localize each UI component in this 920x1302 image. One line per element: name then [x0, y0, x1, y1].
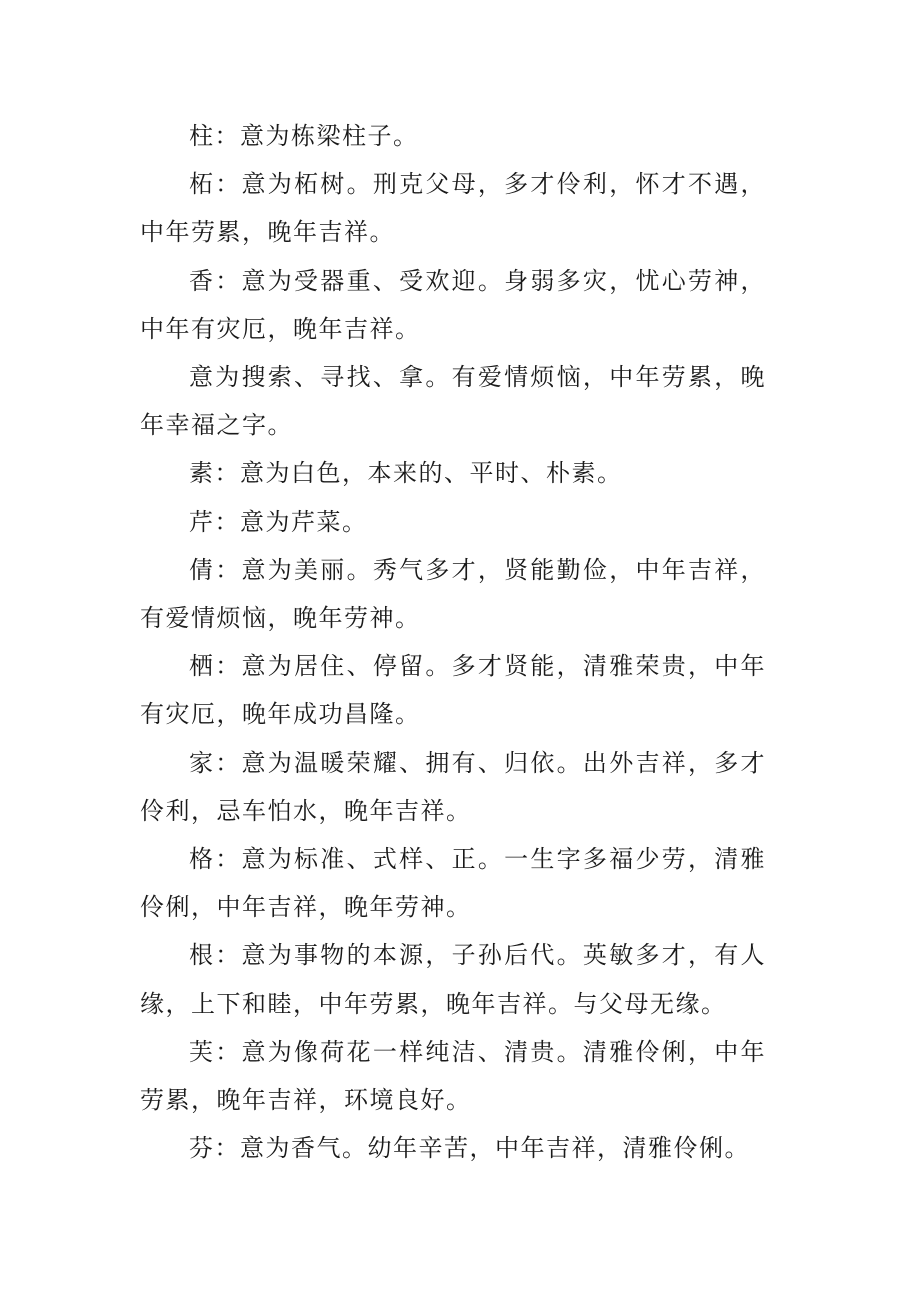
paragraph-zhu: 柱：意为栋梁柱子。: [189, 122, 419, 150]
paragraph-qian: 倩：意为美丽。秀气多才，贤能勤俭，中年吉祥，有爱情烦恼，晚年劳神。: [140, 555, 766, 633]
paragraph-zhe: 柘：意为柘树。刑克父母，多才伶利，怀才不遇，中年劳累，晚年吉祥。: [140, 170, 766, 247]
paragraph-qin: 芹：意为芹菜。: [189, 507, 368, 536]
paragraph-fu: 芙：意为像荷花一样纯洁、清贵。清雅伶俐，中年劳累，晚年吉祥，环境良好。: [140, 1037, 766, 1115]
paragraph-gen: 根：意为事物的本源，子孙后代。英敏多才，有人缘，上下和睦，中年劳累，晚年吉祥。与父母无缘。: [140, 941, 766, 1018]
paragraph-jia: 家：意为温暖荣耀、拥有、归依。出外吉祥，多才伶利，忌车怕水，晚年吉祥。: [140, 748, 766, 825]
paragraph-qi: 栖：意为居住、停留。多才贤能，清雅荣贵，中年有灾厄，晚年成功昌隆。: [140, 652, 766, 729]
paragraph-fen: 芬：意为香气。幼年辛苦，中年吉祥，清雅伶俐。: [189, 1134, 750, 1163]
document-page: [140, 112, 766, 1172]
paragraph-su: 素：意为白色，本来的、平时、朴素。: [189, 459, 623, 488]
paragraph-sou: 意为搜索、寻找、拿。有爱情烦恼，中年劳累，晚年幸福之字。: [140, 363, 766, 440]
paragraph-ge: 格：意为标准、式样、正。一生字多福少劳，清雅伶俐，中年吉祥，晚年劳神。: [140, 845, 766, 922]
paragraph-xiang: 香：意为受器重、受欢迎。身弱多灾，忧心劳神，中年有灾厄，晚年吉祥。: [140, 266, 766, 343]
